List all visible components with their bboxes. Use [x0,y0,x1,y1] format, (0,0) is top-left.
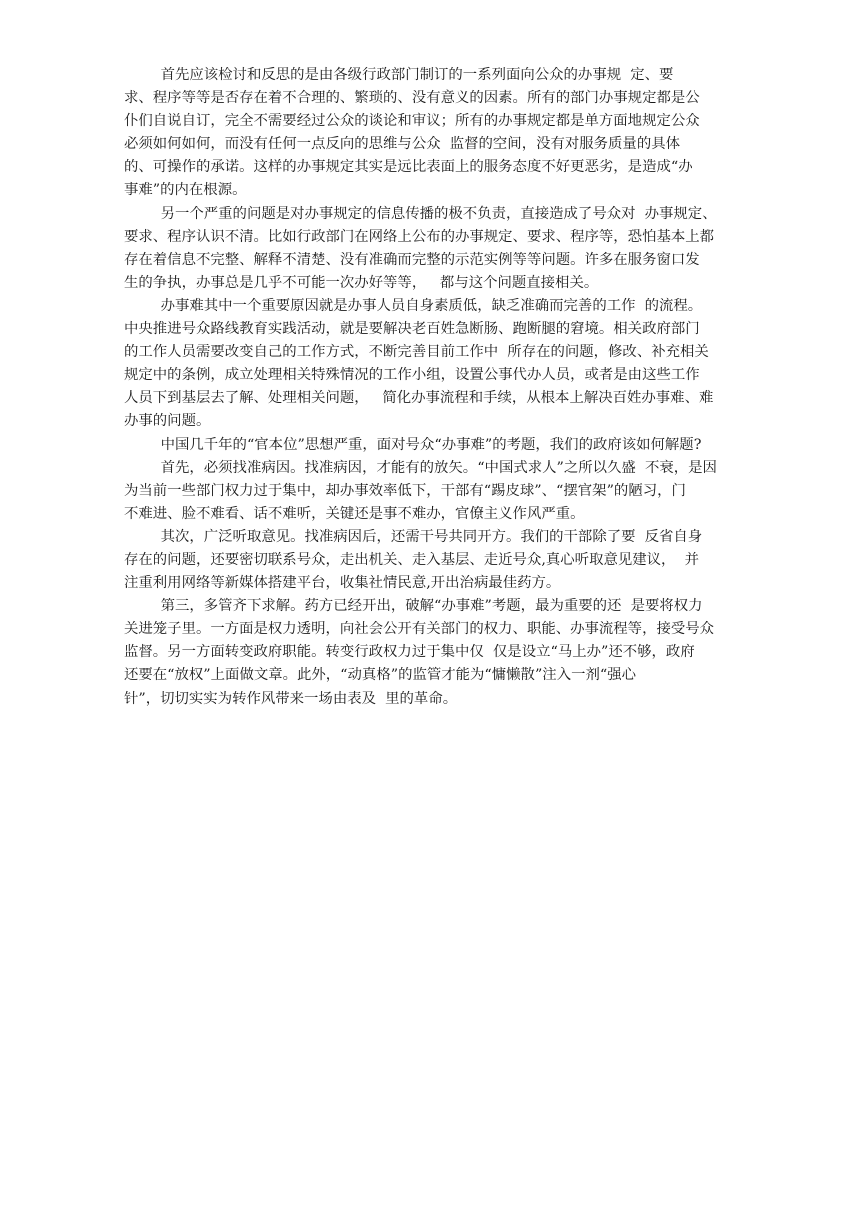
text-line: 办事难其中一个重要原因就是办事人员自身素质低，缺乏准确而完善的工作 的流程。 [124,297,703,314]
document-body [124,64,784,711]
text-line: 中央推进号众路线教育实践活动，就是要解决老百姓急断肠、跑断腿的窘境。相关政府部门 [124,321,700,338]
text-line: 必须如何如何，而没有任何一点反向的思维与公众 监督的空间，没有对服务质量的具体 [124,136,680,153]
text-line: 事难”的内在根源。 [124,182,247,199]
text-line: 办事的问题。 [124,413,211,430]
text-line: 存在着信息不完整、解释不清楚、没有准确而完整的示范实例等等问题。许多在服务窗口发 [124,251,700,268]
text-line: 监督。另一方面转变政府职能。转变行政权力过于集中仅 仅是设立“马上办”还不够，政府 [124,644,695,661]
text-line: 的工作人员需要改变自己的工作方式，不断完善目前工作中 所存在的问题，修改、补充相关 [124,344,709,361]
text-line: 生的争执，办事总是几乎不可能一次办好等等， 都与这个问题直接相关。 [124,274,599,291]
text-line: 求、程序等等是否存在着不合理的、繁琐的、没有意义的因素。所有的部门办事规定都是公 [124,90,700,107]
text-line: 的、可操作的承诺。这样的办事规定其实是远比表面上的服务态度不好更恶劣，是造成“办 [124,159,693,176]
text-line: 首先，必须找准病因。找准病因，才能有的放矢。“中国式求人”之所以久盛 不衰，是因 [124,459,717,476]
text-line: 首先应该检讨和反思的是由各级行政部门制订的一系列面向公众的办事规 定、要 [124,67,674,83]
text-line: 第三，多管齐下求解。药方已经开出，破解“办事难”考题，最为重要的还 是要将权力 [124,598,703,615]
text-line: 仆们自说自订，完全不需要经过公众的谈论和审议；所有的办事规定都是单方面地规定公众 [124,113,700,130]
text-line: 针”，切切实实为转作风带来一场由表及 里的革命。 [124,690,458,707]
text-line: 中国几千年的“官本位”思想严重，面对号众“办事难”的考题，我们的政府该如何解题? [124,436,702,453]
text-line: 要求、程序认识不清。比如行政部门在网络上公布的办事规定、要求、程序等，恐怕基本上都 [124,228,715,245]
text-line: 人员下到基层去了解、处理相关问题， 简化办事流程和手续，从根本上解决百姓办事难、难 [124,390,714,407]
text-line: 规定中的条例，成立处理相关特殊情况的工作小组，设置公事代办人员，或者是由这些工作 [124,367,700,384]
text-line: 另一个严重的问题是对办事规定的信息传播的极不负责，直接造成了号众对 办事规定、 [124,205,717,222]
text-line: 存在的问题，还要密切联系号众，走出机关、走入基层、走近号众,真心听取意见建议， 并 [124,551,699,568]
text-line: 不难进、脸不难看、话不难听，关键还是事不难办，官僚主义作风严重。 [124,505,585,522]
text-line: 还要在“放权”上面做文章。此外，“动真格”的监管才能为“慵懒散”注入一剂“强心 [124,667,637,684]
text-line: 其次，广泛听取意见。找准病因后，还需干号共同开方。我们的干部除了要 反省自身 [124,528,703,545]
text-line: 为当前一些部门权力过于集中，却办事效率低下，干部有“踢皮球”、“摆官架”的陋习，门 [124,482,686,499]
text-line: 关进笼子里。一方面是权力透明，向社会公开有关部门的权力、职能、办事流程等，接受号众 [124,621,715,638]
text-line: 注重利用网络等新媒体搭建平台，收集社情民意,开出治病最佳药方。 [124,575,561,592]
